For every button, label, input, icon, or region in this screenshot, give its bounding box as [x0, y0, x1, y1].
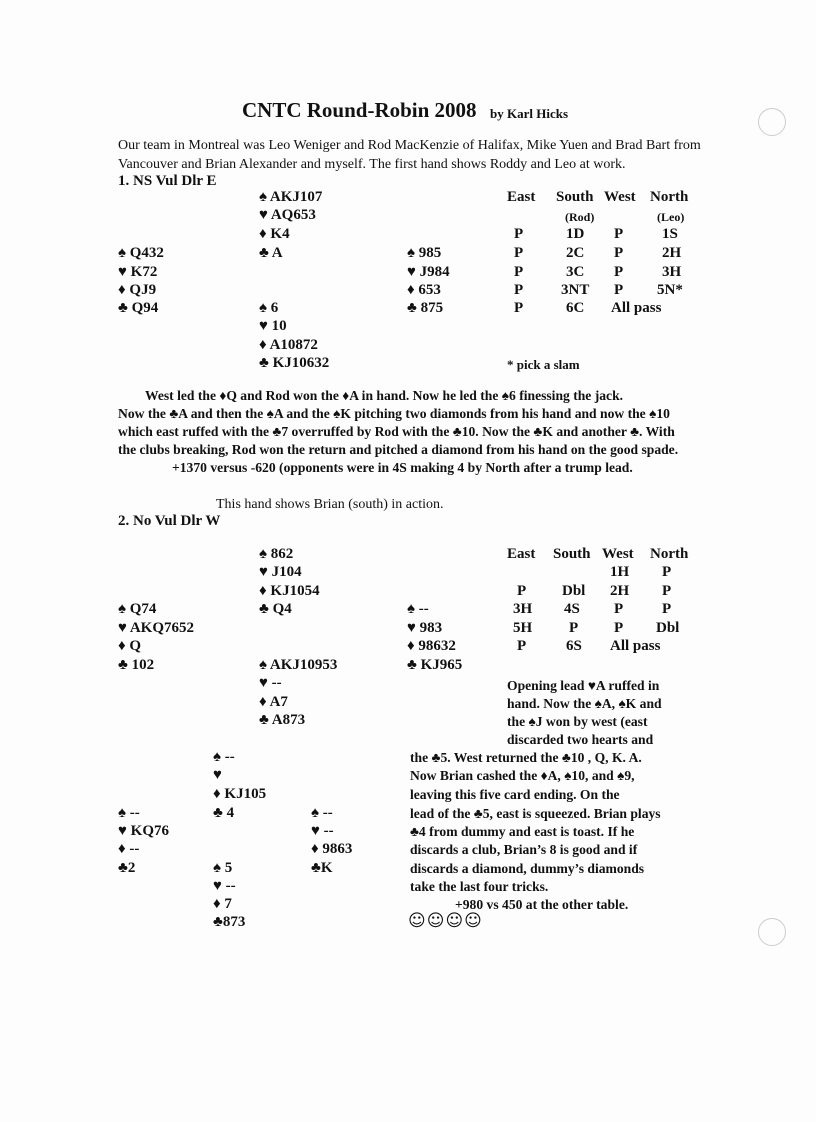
ending-north-diamonds: ♦ KJ105	[213, 786, 267, 802]
auction-r1-s: 1D	[566, 226, 585, 242]
hand1-south-spades: ♠ 6	[259, 300, 279, 316]
hand2-west-clubs: ♣ 102	[118, 657, 155, 673]
hand1-north-diamonds: ♦ K4	[259, 226, 290, 242]
auction-r3-n: 3H	[662, 264, 682, 280]
hand2-west-hearts: ♥ AKQ7652	[118, 620, 194, 636]
auction2-r3-e: 3H	[513, 601, 533, 617]
auction2-r3-w: P	[614, 601, 624, 617]
hand1-east-diamonds: ♦ 653	[407, 282, 441, 298]
hand2-east-clubs: ♣ KJ965	[407, 657, 463, 673]
punch-hole-bottom	[758, 918, 786, 946]
ending-east-clubs: ♣K	[311, 860, 333, 876]
auction-r1-n: 1S	[662, 226, 678, 242]
ending-west-spades: ♠ --	[118, 805, 140, 821]
hand2-play-line7: leaving this five card ending. On the	[410, 787, 620, 802]
hand1-result: +1370 versus -620 (opponents were in 4S making 4 by North after a trump lead.	[172, 460, 633, 475]
auction2-r5-e: P	[517, 638, 527, 654]
hand2-result: +980 vs 450 at the other table.	[455, 897, 629, 912]
hand1-play-line4: the clubs breaking, Rod won the return and pitched a diamond from his hand on the good spade.	[118, 442, 679, 457]
auction2-r5-w: All pass	[610, 638, 661, 654]
auction-r2-w: P	[614, 245, 624, 261]
hand2-header: 2. No Vul Dlr W	[118, 513, 221, 529]
intro-paragraph: Our team in Montreal was Leo Weniger and Rod MacKenzie of Halifax, Mike Yuen and Brad Bart from Vancouver and Brian Alexander and myself. The first hand shows Roddy and Leo at work.	[118, 138, 701, 172]
ending-east-hearts: ♥ --	[311, 823, 334, 839]
auction2-r2-w: 2H	[610, 583, 630, 599]
ending-north-hearts: ♥	[213, 767, 222, 783]
hand2-play-line4: discarded two hearts and	[507, 732, 654, 747]
auction-r2-e: P	[514, 245, 524, 261]
auction-r5-e: P	[514, 300, 524, 316]
hand1-north-clubs: ♣ A	[259, 245, 283, 261]
hand1-west-hearts: ♥ K72	[118, 264, 158, 280]
auction-r3-s: 3C	[566, 264, 585, 280]
hand2-west-diamonds: ♦ Q	[118, 638, 142, 654]
auction-r5-s: 6C	[566, 300, 585, 316]
auction2-r1-w: 1H	[610, 564, 630, 580]
hand2-north-spades: ♠ 862	[259, 546, 294, 562]
hand2-east-diamonds: ♦ 98632	[407, 638, 456, 654]
hand2-east-spades: ♠ --	[407, 601, 429, 617]
hand1-play-line3: which east ruffed with the ♣7 overruffed by Rod with the ♣10. Now the ♣K and another ♣. With	[118, 424, 675, 439]
hand1-note: * pick a slam	[507, 357, 580, 372]
hand1-north-spades: ♠ AKJ107	[259, 189, 323, 205]
ending-north-clubs: ♣ 4	[213, 805, 235, 821]
hand1-header: 1. NS Vul Dlr E	[118, 173, 217, 189]
auction2-head-east: East	[507, 546, 536, 562]
auction-r3-w: P	[614, 264, 624, 280]
auction-r4-e: P	[514, 282, 524, 298]
ending-south-hearts: ♥ --	[213, 878, 236, 894]
auction2-r5-s: 6S	[566, 638, 582, 654]
auction2-r4-e: 5H	[513, 620, 533, 636]
auction-r4-s: 3NT	[561, 282, 590, 298]
hand2-play-line10: discards a club, Brian’s 8 is good and if	[410, 842, 638, 857]
hand1-north-hearts: ♥ AQ653	[259, 207, 316, 223]
ending-south-diamonds: ♦ 7	[213, 896, 232, 912]
hand1-east-spades: ♠ 985	[407, 245, 442, 261]
hand2-north-hearts: ♥ J104	[259, 564, 302, 580]
auction-r1-w: P	[614, 226, 624, 242]
hand2-play-line8: lead of the ♣5, east is squeezed. Brian plays	[410, 806, 661, 821]
auction-r4-n: 5N*	[657, 282, 683, 298]
auction2-r4-s: P	[569, 620, 579, 636]
hand2-play-line3: the ♠J won by west (east	[507, 714, 648, 729]
auction2-head-west: West	[602, 546, 634, 562]
smiley-faces: ☺☺☺☺	[408, 911, 483, 931]
ending-north-spades: ♠ --	[213, 749, 235, 765]
auction2-head-south: South	[553, 546, 591, 562]
auction-sub-north: (Leo)	[657, 210, 685, 224]
auction2-r3-n: P	[662, 601, 672, 617]
hand2-play-line2: hand. Now the ♠A, ♠K and	[507, 696, 662, 711]
auction2-r1-n: P	[662, 564, 672, 580]
ending-west-clubs: ♣2	[118, 860, 136, 876]
hand2-play-line5: the ♣5. West returned the ♣10 , Q, K. A.	[410, 750, 642, 765]
auction2-r2-n: P	[662, 583, 672, 599]
hand1-play-line2: Now the ♣A and then the ♠A and the ♠K pitching two diamonds from his hand and now the ♠10	[118, 406, 670, 421]
auction2-r3-s: 4S	[564, 601, 580, 617]
hand2-north-diamonds: ♦ KJ1054	[259, 583, 320, 599]
byline: by Karl Hicks	[490, 106, 569, 121]
auction2-r4-w: P	[614, 620, 624, 636]
ending-west-hearts: ♥ KQ76	[118, 823, 169, 839]
hand1-play-line1: West led the ♦Q and Rod won the ♦A in hand. Now he led the ♠6 finessing the jack.	[145, 388, 624, 403]
auction-head-east: East	[507, 189, 536, 205]
hand2-south-spades: ♠ AKJ10953	[259, 657, 338, 673]
hand2-east-hearts: ♥ 983	[407, 620, 443, 636]
hand2-north-clubs: ♣ Q4	[259, 601, 292, 617]
auction-r4-w: P	[614, 282, 624, 298]
hand2-play-line1: Opening lead ♥A ruffed in	[507, 678, 660, 693]
auction2-r2-s: Dbl	[562, 583, 586, 599]
hand1-west-clubs: ♣ Q94	[118, 300, 159, 316]
ending-south-spades: ♠ 5	[213, 860, 233, 876]
hand2-south-clubs: ♣ A873	[259, 712, 306, 728]
hand2-intro: This hand shows Brian (south) in action.	[216, 497, 444, 512]
hand2-play-line11: discards a diamond, dummy’s diamonds	[410, 861, 645, 876]
ending-west-diamonds: ♦ --	[118, 841, 140, 857]
ending-south-clubs: ♣873	[213, 914, 246, 930]
hand2-south-diamonds: ♦ A7	[259, 694, 288, 710]
hand1-east-clubs: ♣ 875	[407, 300, 444, 316]
hand1-east-hearts: ♥ J984	[407, 264, 450, 280]
auction-sub-south: (Rod)	[565, 210, 595, 224]
auction-r2-n: 2H	[662, 245, 682, 261]
auction2-r4-n: Dbl	[656, 620, 680, 636]
auction2-r2-e: P	[517, 583, 527, 599]
hand2-play-line12: take the last four tricks.	[410, 879, 549, 894]
auction-r3-e: P	[514, 264, 524, 280]
auction2-head-north: North	[650, 546, 689, 562]
hand1-west-spades: ♠ Q432	[118, 245, 164, 261]
auction-head-north: North	[650, 189, 689, 205]
hand2-play-line9: ♣4 from dummy and east is toast. If he	[410, 824, 635, 839]
hand2-south-hearts: ♥ --	[259, 675, 282, 691]
auction-head-south: South	[556, 189, 594, 205]
punch-hole-top	[758, 108, 786, 136]
hand1-south-diamonds: ♦ A10872	[259, 337, 318, 353]
hand1-south-clubs: ♣ KJ10632	[259, 355, 330, 371]
auction-r5-w: All pass	[611, 300, 662, 316]
hand2-play-line6: Now Brian cashed the ♦A, ♠10, and ♠9,	[410, 768, 635, 783]
auction-r1-e: P	[514, 226, 524, 242]
auction-head-west: West	[604, 189, 636, 205]
ending-east-diamonds: ♦ 9863	[311, 841, 353, 857]
hand2-west-spades: ♠ Q74	[118, 601, 157, 617]
hand1-south-hearts: ♥ 10	[259, 318, 287, 334]
page-title: CNTC Round-Robin 2008	[242, 98, 477, 122]
hand1-west-diamonds: ♦ QJ9	[118, 282, 157, 298]
ending-east-spades: ♠ --	[311, 805, 333, 821]
auction-r2-s: 2C	[566, 245, 585, 261]
